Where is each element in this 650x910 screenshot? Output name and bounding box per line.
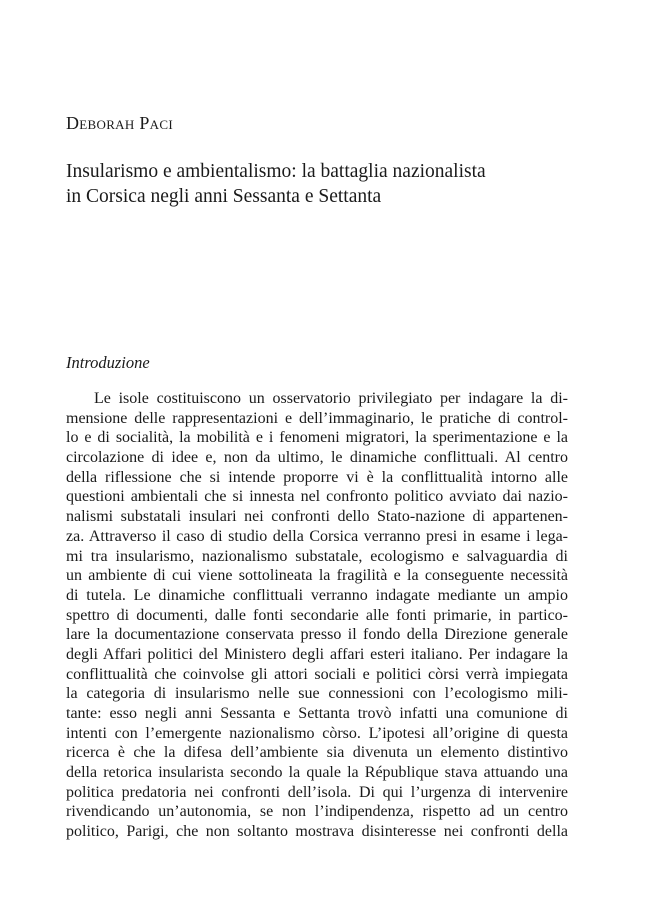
body-line: intenti con l’emergente nazionalismo còrso. L’ipotesi all’origine di questa [66,724,568,742]
body-line: lo e di socialità, la mobilità e i fenomeni migratori, la sperimentazione e la [66,429,568,447]
body-line: Le isole costituiscono un osservatorio privilegiato per indagare la di- [94,390,568,407]
body-line: politica predatoria nei confronti dell’isola. Di qui l’urgenza di intervenire [66,783,568,801]
body-line: conflittualità che coinvolse gli attori sociali e politici còrsi verrà impiegata [66,665,568,683]
body-line: della riflessione che si intende proporre vi è la conflittualità intorno alle [66,468,568,486]
article-title [66,159,566,209]
body-line: ricerca è che la difesa dell’ambiente sia divenuta un elemento distintivo [66,744,568,762]
body-line: spettro di documenti, dalle fonti secondarie alle fonti primarie, in partico- [66,606,568,624]
body-line: politico, Parigi, che non soltanto mostrava disinteresse nei confronti della [66,823,568,841]
body-line: nalismi substatali insulari nei confronti dello Stato-nazione di appartenen- [66,508,568,526]
body-line: di tutela. Le dinamiche conflittuali verranno indagate mediante un ampio [66,586,568,604]
body-line: za. Attraverso il caso di studio della Corsica verranno presi in esame i lega- [66,527,568,545]
body-line: tante: esso negli anni Sessanta e Settanta trovò infatti una comunione di [66,705,568,722]
body-line: della retorica insularista secondo la quale la République stava attuando una [66,764,568,782]
body-paragraph [66,389,568,842]
body-line: mi tra insularismo, nazionalismo substatale, ecologismo e salvaguardia di [66,547,568,565]
title-line: Insularismo e ambientalismo: la battaglia nazionalista [66,161,486,182]
author-name: Deborah Paci [66,113,173,133]
section-heading: Introduzione [66,353,150,372]
body-line: questioni ambientali che si innesta nel confronto politico avviato dai nazio- [66,488,568,506]
title-line: in Corsica negli anni Sessanta e Settanta [66,186,382,207]
body-line: un ambiente di cui viene sottolineata la fragilità e la conseguente necessità [66,567,568,585]
body-line: mensione delle rappresentazioni e dell’immaginario, le pratiche di control- [66,409,568,427]
body-line: rivendicando un’autonomia, se non l’indipendenza, rispetto ad un centro [66,803,568,821]
body-line: lare la documentazione conservata presso il fondo della Direzione generale [66,626,568,644]
body-line: circolazione di idee e, non da ultimo, le dinamiche conflittuali. Al centro [66,449,568,467]
body-line: degli Affari politici del Ministero degli affari esteri italiano. Per indagare la [66,645,568,663]
body-line: la categoria di insularismo nelle sue connessioni con l’ecologismo mili- [66,685,568,703]
